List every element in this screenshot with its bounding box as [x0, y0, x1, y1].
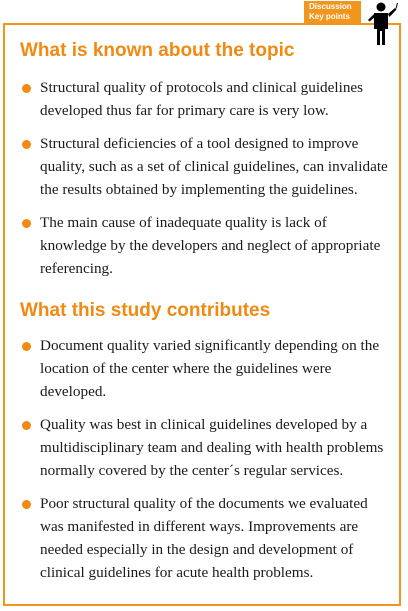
list-item: [20, 132, 392, 201]
list-item: [20, 413, 392, 482]
list-item-text: Poor structural quality of the documents we evaluated was manifested in different ways. Improvements are needed especially in the design and development of clinical guidelines for acute health problems.: [40, 495, 368, 581]
list-item: [20, 76, 392, 122]
discussion-tab: [304, 1, 361, 24]
bullet-icon: [22, 84, 31, 93]
known-points-list: [20, 76, 392, 290]
list-item-text: Quality was best in clinical guidelines developed by a multidisciplinary team and dealing with health problems normally covered by the center´s regular services.: [40, 416, 384, 479]
list-item: [20, 492, 392, 584]
bullet-icon: [22, 500, 31, 509]
bullet-icon: [22, 342, 31, 351]
list-item-text: Structural quality of protocols and clinical guidelines developed thus far for primary care is very low.: [40, 79, 364, 119]
section-heading-known: What is known about the topic: [20, 40, 295, 61]
bullet-icon: [22, 421, 31, 430]
contributions-list: [20, 334, 392, 594]
list-item-text: Document quality varied significantly depending on the location of the center where the guidelines were developed.: [40, 337, 380, 400]
bullet-icon: [22, 140, 31, 149]
tab-label-discussion: Discussion: [309, 2, 352, 11]
section-heading-contributes: What this study contributes: [20, 300, 271, 321]
bullet-icon: [22, 219, 31, 228]
list-item-text: Structural deficiencies of a tool designed to improve quality, such as a set of clinical guidelines, can invalidate the results obtained by implementing the guidelines.: [40, 135, 388, 198]
tab-label-key-points: Key points: [309, 12, 350, 21]
list-item-text: The main cause of inadequate quality is lack of knowledge by the developers and neglect of appropriate referencing.: [40, 214, 381, 277]
list-item: [20, 334, 392, 403]
presenter-icon: [364, 1, 398, 46]
list-item: [20, 211, 392, 280]
